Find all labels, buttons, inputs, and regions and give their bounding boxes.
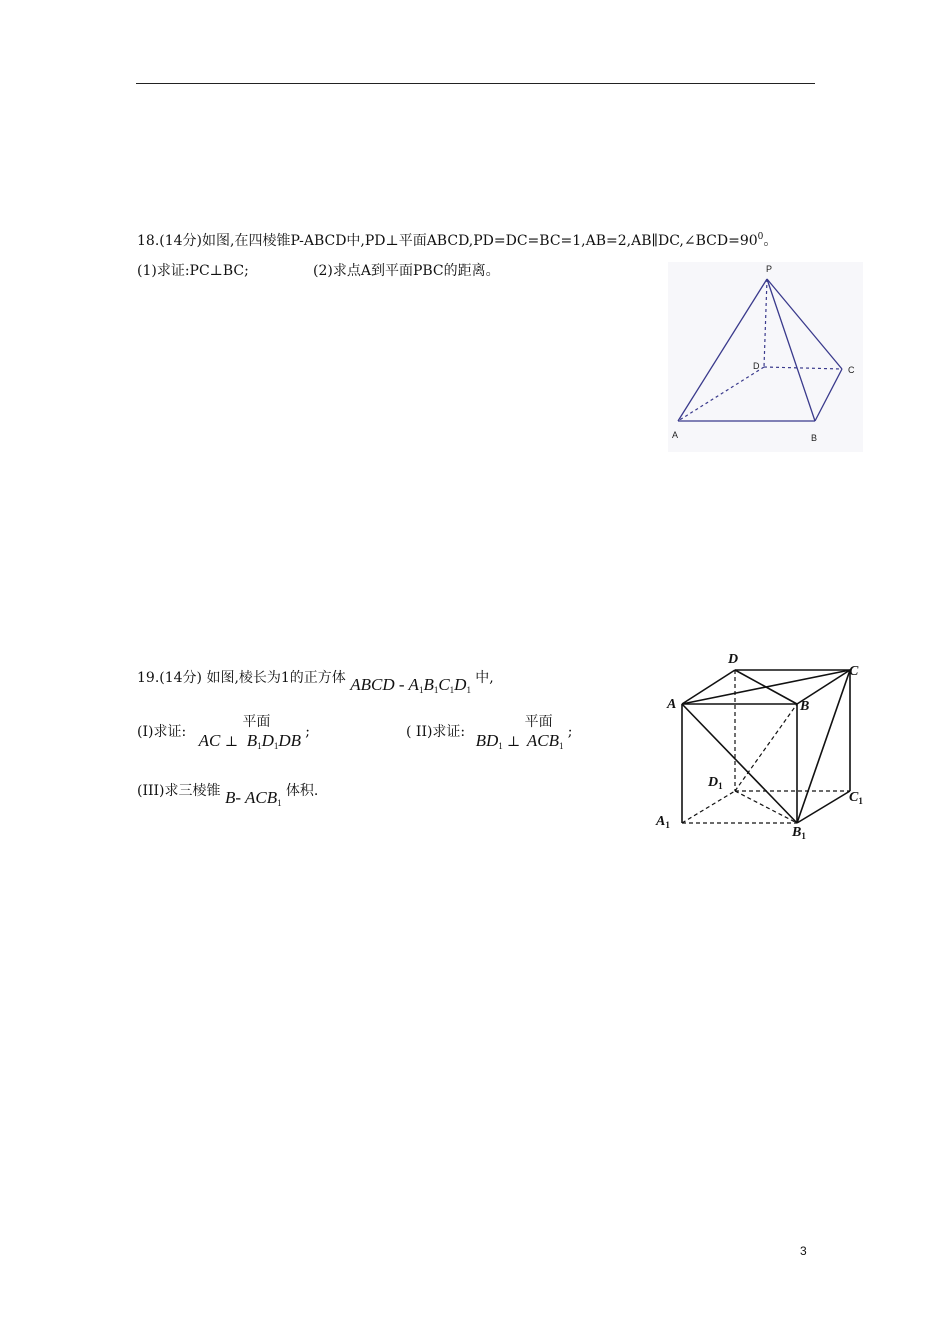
cube-label-A1: $A_1$ — [656, 814, 670, 830]
label-D: D — [753, 361, 760, 371]
cube-label-D: D — [728, 652, 739, 667]
label-A: A — [672, 430, 679, 440]
q18-part1: (1)求证:PC⊥BC; — [137, 263, 249, 279]
cube-label-C: C — [849, 664, 859, 679]
q19-part2: ( II)求证: $BD_1$ ⊥ 平面 $ACB_1$ ; — [406, 714, 573, 751]
header-rule — [136, 83, 815, 84]
label-C: C — [848, 365, 855, 375]
cube-figure — [650, 648, 865, 843]
cube-label-B: B — [800, 699, 810, 714]
q19-part1: (I)求证: AC ⊥ 平面 $B_1D_1DB$ ; — [137, 714, 310, 751]
q19-part3: (III)求三棱锥 B- $ACB_1$ 体积. — [137, 783, 319, 808]
cube-label-D1: $D_1$ — [708, 775, 723, 791]
q18-part2: (2)求点A到平面PBC的距离。 — [313, 263, 500, 279]
pyramid-figure — [668, 262, 863, 452]
page-number: 3 — [800, 1244, 807, 1258]
cube-label-A: A — [667, 697, 677, 712]
cube-label-C1: $C_1$ — [849, 790, 863, 806]
cube-label-B1: $B_1$ — [792, 825, 806, 841]
q18-statement: 18.(14分)如图,在四棱锥P-ABCD中,PD⊥平面$ABCD,PD=DC=BC=1,AB=2,AB\parallel DC,\angle BCD=90^0$。 — [137, 232, 778, 249]
label-B: B — [811, 433, 818, 443]
label-P: P — [766, 264, 773, 274]
q19-statement: 19.(14分) 如图,棱长为1的正方体 ABCD - $A_1B_1C_1D_1$ 中, — [137, 670, 494, 695]
